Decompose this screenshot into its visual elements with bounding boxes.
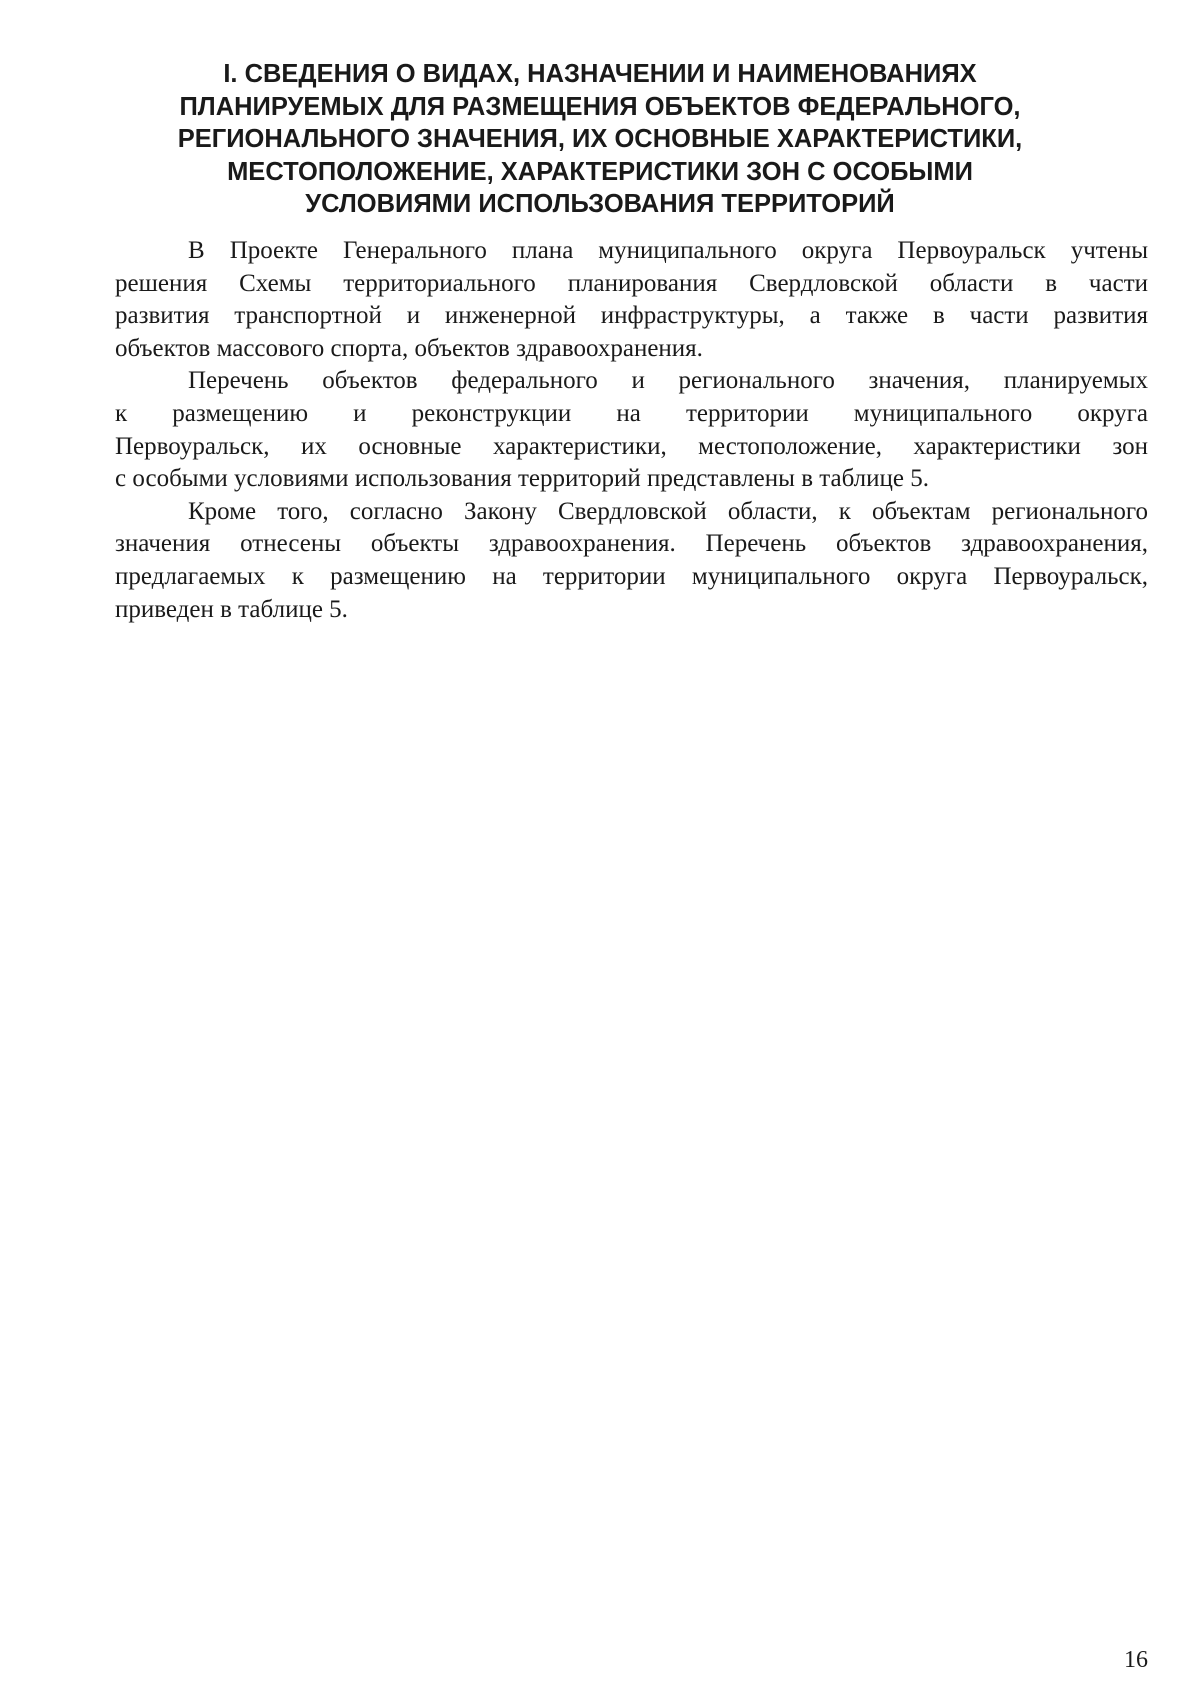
- paragraph-objects-list: [115, 365, 1148, 495]
- paragraph-line: Перечень объектов федерального и регионального значения, планируемых: [188, 367, 1148, 395]
- paragraph-line: с особыми условиями использования территорий представлены в таблице 5.: [115, 465, 930, 493]
- heading-line: ПЛАНИРУЕМЫХ ДЛЯ РАЗМЕЩЕНИЯ ОБЪЕКТОВ ФЕДЕРАЛЬНОГО,: [179, 92, 1021, 121]
- paragraph-healthcare: [115, 496, 1148, 626]
- heading-line: I. СВЕДЕНИЯ О ВИДАХ, НАЗНАЧЕНИИ И НАИМЕНОВАНИЯХ: [223, 60, 977, 88]
- paragraph-line: Кроме того, согласно Закону Свердловской области, к объектам регионального: [188, 497, 1148, 525]
- heading-line: МЕСТОПОЛОЖЕНИЕ, ХАРАКТЕРИСТИКИ ЗОН С ОСОБЫМИ: [227, 157, 973, 186]
- body-text: [115, 235, 1148, 626]
- paragraph-general-plan: [115, 235, 1148, 365]
- paragraph-line: приведен в таблице 5.: [115, 595, 348, 623]
- paragraph-line: к размещению и реконструкции на территории муниципального округа: [115, 399, 1148, 427]
- paragraph-line: В Проекте Генерального плана муниципального округа Первоуральск учтены: [188, 237, 1148, 264]
- paragraph-line: значения отнесены объекты здравоохранения. Перечень объектов здравоохранения,: [115, 530, 1148, 558]
- paragraph-line: развития транспортной и инженерной инфраструктуры, а также в части развития: [115, 302, 1148, 330]
- heading-line: РЕГИОНАЛЬНОГО ЗНАЧЕНИЯ, ИХ ОСНОВНЫЕ ХАРАКТЕРИСТИКИ,: [177, 125, 1023, 153]
- paragraph-line: объектов массового спорта, объектов здравоохранения.: [115, 334, 703, 362]
- section-heading: [140, 58, 1060, 221]
- paragraph-line: решения Схемы территориального планирования Свердловской области в части: [115, 269, 1148, 297]
- paragraph-line: Первоуральск, их основные характеристики, местоположение, характеристики зон: [115, 432, 1148, 460]
- page-number: 16: [1124, 1647, 1148, 1673]
- paragraph-line: предлагаемых к размещению на территории муниципального округа Первоуральск,: [115, 562, 1148, 590]
- heading-line: УСЛОВИЯМИ ИСПОЛЬЗОВАНИЯ ТЕРРИТОРИЙ: [305, 190, 895, 218]
